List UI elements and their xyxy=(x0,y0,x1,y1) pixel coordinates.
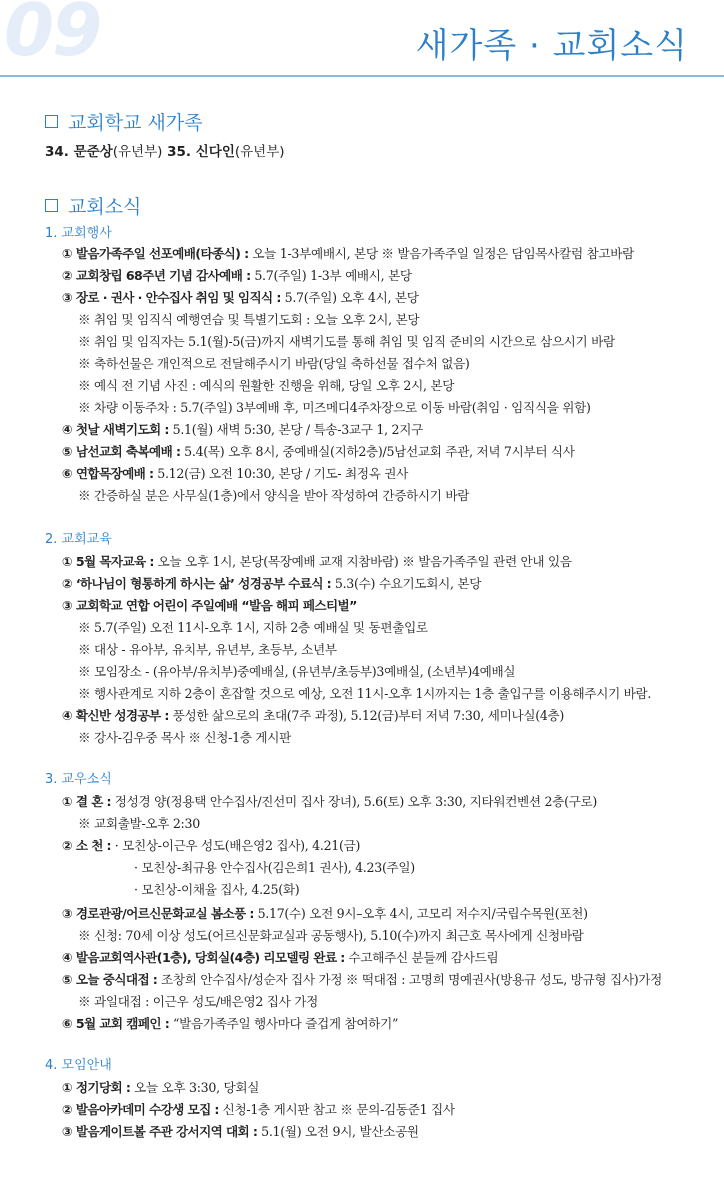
header-divider xyxy=(0,75,724,77)
new-family-list: 34. 문준상(유년부) 35. 신다인(유년부) xyxy=(45,144,285,160)
list-item: ③ 경로관광/어르신문화교실 봄소풍 : 5.17(수) 오전 9시–오후 4시, 고모리 저수지/국립수목원(포천) xyxy=(62,906,588,921)
list-note: ※ 강사-김우중 목사 ※ 신청-1층 게시판 xyxy=(78,730,291,745)
list-note: ※ 취임 및 임직식 예행연습 및 특별기도회 : 오늘 오후 2시, 본당 xyxy=(78,312,420,327)
list-item: ② 소 천 : · 모친상-이근우 성도(배은영2 집사), 4.21(금) xyxy=(62,838,361,853)
list-item: ② 발음아카데미 수강생 모집 : 신청-1층 게시판 참고 ※ 문의-김동준1 집사 xyxy=(62,1102,455,1117)
list-item: ① 결 혼 : 정성경 양(정용택 안수집사/진선미 집사 장녀), 5.6(토) 오후 3:30, 지타워컨벤션 2층(구로) xyxy=(62,794,598,809)
list-item: ⑤ 남선교회 축복예배 : 5.4(목) 오후 8시, 중예배실(지하2층)/5남선교회 주관, 저녁 7시부터 식사 xyxy=(62,444,575,459)
list-item: ① 발음가족주일 선포예배(타종식) : 오늘 1-3부예배시, 본당 ※ 발음가족주일 일정은 담임목사칼럼 참고바람 xyxy=(62,246,634,261)
square-bullet-icon xyxy=(45,115,58,128)
members-heading: 3. 교우소식 xyxy=(45,772,112,787)
list-note: · 모친상-이채율 집사, 4.25(화) xyxy=(134,882,300,897)
education-heading: 2. 교회교육 xyxy=(45,532,112,547)
church-news-heading: 교회소식 xyxy=(45,196,141,219)
list-note: ※ 간증하실 분은 사무실(1층)에서 양식을 받아 작성하여 간증하시기 바람 xyxy=(78,488,470,503)
list-note: ※ 5.7(주일) 오전 11시-오후 1시, 지하 2층 예배실 및 동편출입로 xyxy=(78,620,428,635)
list-note: ※ 예식 전 기념 사진 : 예식의 원활한 진행을 위해, 당일 오후 2시, 본당 xyxy=(78,378,455,393)
list-item: ③ 발음게이트볼 주관 강서지역 대회 : 5.1(월) 오전 9시, 발산소공원 xyxy=(62,1124,419,1139)
list-note: ※ 취임 및 임직자는 5.1(월)-5(금)까지 새벽기도를 통해 취임 및 임직 준비의 시간으로 삼으시기 바람 xyxy=(78,334,615,349)
list-note: ※ 행사관계로 지하 2층이 혼잡할 것으로 예상, 오전 11시-오후 1시까지는 1층 출입구를 이용해주시기 바람. xyxy=(78,686,652,701)
list-note: · 모친상-최규용 안수집사(김은희1 권사), 4.23(주일) xyxy=(134,860,415,875)
list-item: ⑤ 오늘 중식대접 : 조창희 안수집사/성순자 집사 가정 ※ 떡대접 : 고명희 명예권사(방용규 성도, 방규형 집사)가정 xyxy=(62,972,663,987)
list-note: ※ 과일대접 : 이근우 성도/배은영2 집사 가정 xyxy=(78,994,318,1009)
list-item: ① 정기당회 : 오늘 오후 3:30, 당회실 xyxy=(62,1080,260,1095)
list-note: ※ 차량 이동주차 : 5.7(주일) 3부예배 후, 미즈메디4주차장으로 이동 바람(취임 · 임직식을 위함) xyxy=(78,400,591,415)
events-heading: 1. 교회행사 xyxy=(45,226,112,241)
list-item: ④ 첫날 새벽기도회 : 5.1(월) 새벽 5:30, 본당 / 특송-3교구 1, 2지구 xyxy=(62,422,423,437)
meetings-heading: 4. 모임안내 xyxy=(45,1058,112,1073)
square-bullet-icon xyxy=(45,199,58,212)
list-item: ③ 장로 · 권사 · 안수집사 취임 및 임직식 : 5.7(주일) 오후 4시, 본당 xyxy=(62,290,419,305)
list-note: ※ 모임장소 - (유아부/유치부)중예배실, (유년부/초등부)3예배실, (소년부)4예배실 xyxy=(78,664,516,679)
list-item: ④ 확신반 성경공부 : 풍성한 삶으로의 초대(7주 과정), 5.12(금)부터 저녁 7:30, 세미나실(4층) xyxy=(62,708,565,723)
list-note: ※ 신청: 70세 이상 성도(어르신문화교실과 공동행사), 5.10(수)까지 최근호 목사에게 신청바람 xyxy=(78,928,584,943)
list-note: ※ 교회출발-오후 2:30 xyxy=(78,816,200,831)
list-item: ④ 발음교회역사관(1층), 당회실(4층) 리모델링 완료 : 수고해주신 분들께 감사드림 xyxy=(62,950,499,965)
list-item: ⑥ 5월 교회 캠페인 : “발음가족주일 행사마다 즐겁게 참여하기” xyxy=(62,1016,399,1031)
list-item: ② 교회창립 68주년 기념 감사예배 : 5.7(주일) 1-3부 예배시, 본당 xyxy=(62,268,412,283)
list-note: ※ 대상 - 유아부, 유치부, 유년부, 초등부, 소년부 xyxy=(78,642,337,657)
list-item: ② ‘하나님이 형통하게 하시는 삶’ 성경공부 수료식 : 5.3(수) 수요기도회시, 본당 xyxy=(62,576,482,591)
new-family-heading: 교회학교 새가족 xyxy=(45,112,203,135)
list-item: ① 5월 목자교육 : 오늘 오후 1시, 본당(목장예배 교재 지참바람) ※ 발음가족주일 관련 안내 있음 xyxy=(62,554,572,569)
page-title: 새가족 · 교회소식 xyxy=(415,26,688,66)
list-item: ③ 교회학교 연합 어린이 주일예배 “발음 해피 페스티벌” xyxy=(62,598,357,613)
list-item: ⑥ 연합목장예배 : 5.12(금) 오전 10:30, 본당 / 기도- 최정옥 권사 xyxy=(62,466,409,481)
list-note: ※ 축하선물은 개인적으로 전달해주시기 바람(당일 축하선물 접수처 없음) xyxy=(78,356,470,371)
page-number: 09 xyxy=(4,0,101,72)
